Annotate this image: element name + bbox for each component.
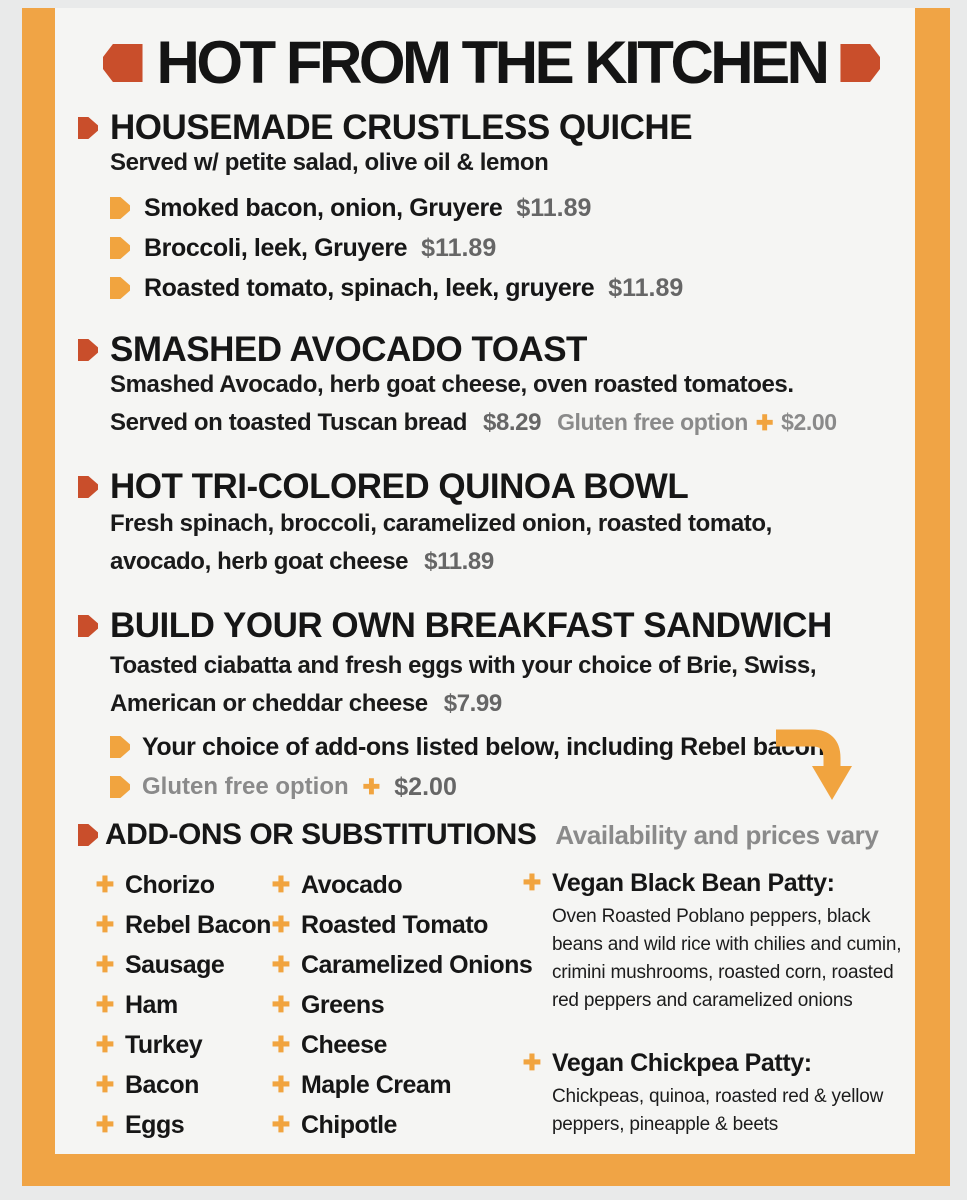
addon-item [95,1065,271,1105]
addon-label: Ham [125,990,178,1019]
arrow-bullet-icon [78,824,98,846]
plus-icon: ✚ [271,1112,291,1137]
addon-label: Roasted Tomato [300,910,488,939]
title-right-arrow-icon [840,44,880,82]
addons-column-1 [95,865,271,1145]
patty-heading-row [522,865,906,901]
addon-item [271,945,533,985]
menu-item-price: $11.89 [421,233,497,262]
menu-frame [22,8,950,1186]
menu-item [110,188,905,228]
section-quiche-subtitle: Served w/ petite salad, olive oil & lemon [110,149,549,176]
section-sandwich-heading: BUILD YOUR OWN BREAKFAST SANDWICH [110,606,832,645]
addon-label: Sausage [125,950,225,979]
plus-icon: ✚ [271,912,291,937]
sandwich-desc-text: American or cheddar cheese [110,690,428,717]
avocado-toast-price: $8.29 [483,409,542,436]
arrow-bullet-icon [78,339,98,361]
addon-label: Bacon [125,1070,199,1099]
avocado-toast-desc-text: Served on toasted Tuscan bread [110,409,467,436]
page-title-row [78,29,905,96]
plus-icon: ✚ [95,912,115,937]
vegan-chickpea-patty [522,1045,906,1139]
addons-grid [95,865,905,1145]
addon-label: Turkey [125,1030,203,1059]
plus-icon: ✚ [95,1032,115,1057]
section-quiche-heading: HOUSEMADE CRUSTLESS QUICHE [110,108,693,147]
arrow-bullet-icon [110,197,130,219]
page-title: HOT FROM THE KITCHEN [156,29,827,96]
sandwich-price: $7.99 [443,690,502,717]
addon-item [95,905,271,945]
menu-item-text: Roasted tomato, spinach, leek, gruyere [144,273,595,302]
arrow-bullet-icon [110,776,130,798]
quinoa-price: $11.89 [424,548,494,575]
plus-icon: ✚ [95,1072,115,1097]
arrow-bullet-icon [110,237,130,259]
addon-label: Greens [300,990,385,1019]
plus-icon: ✚ [271,1072,291,1097]
menu-inner-panel [55,8,915,1154]
sandwich-desc-line1: Toasted ciabatta and fresh eggs with your choice of Brie, Swiss, [110,652,817,679]
quinoa-desc-line1: Fresh spinach, broccoli, caramelized onion, roasted tomato, [110,510,772,537]
section-avocado-toast-heading-row [78,332,905,368]
section-addons-heading-row [78,819,905,851]
addon-item [271,985,522,1025]
avocado-toast-desc-line1: Smashed Avocado, herb goat cheese, oven roasted tomatoes. [110,371,794,398]
addon-item [271,1025,522,1065]
plus-icon: ✚ [755,412,774,435]
section-quinoa-heading-row [78,469,905,505]
addon-item [95,985,271,1025]
quiche-items [78,188,905,308]
section-sandwich-heading-row [78,608,905,644]
plus-icon: ✚ [95,872,115,897]
sandwich-desc-line2 [110,689,905,719]
addon-label: Caramelized Onions [300,950,533,979]
gluten-free-note: Gluten free option ✚ $2.00 [557,409,837,435]
patty-name: Vegan Chickpea Patty: [551,1048,812,1077]
arrow-bullet-icon [110,277,130,299]
quinoa-desc-text: avocado, herb goat cheese [110,548,409,575]
addons-availability-note: Availability and prices vary [555,819,879,850]
addon-label: Chorizo [125,870,215,899]
patty-description: Chickpeas, quinoa, roasted red & yellow peppers, pineapple & beets [551,1086,884,1135]
addon-label: Avocado [300,870,403,899]
avocado-toast-desc-line2 [110,407,905,439]
plus-icon: ✚ [362,775,381,799]
addons-column-2 [271,865,533,1145]
arrow-bullet-icon [78,615,98,637]
title-left-arrow-icon [103,44,143,82]
section-quinoa-heading: HOT TRI-COLORED QUINOA BOWL [110,467,689,506]
patty-description: Oven Roasted Poblano peppers, black beans and wild rice with chilies and cumin, crimini mushrooms, roasted corn, roasted red peppers and caramelized onions [551,906,902,1011]
patty-name: Vegan Black Bean Patty: [551,868,835,897]
addon-item [271,865,522,905]
quinoa-desc-line2 [110,547,905,577]
plus-icon: ✚ [271,952,291,977]
addon-item [271,905,522,945]
section-avocado-toast-heading: SMASHED AVOCADO TOAST [110,330,587,369]
plus-icon: ✚ [271,872,291,897]
addon-label: Rebel Bacon [125,910,271,939]
patty-heading-row [522,1045,906,1081]
plus-icon: ✚ [95,1112,115,1137]
plus-icon: ✚ [271,992,291,1017]
addon-item [95,865,271,905]
menu-item-price: $11.89 [608,273,684,302]
section-quiche-heading-row [78,110,905,146]
addon-item [271,1065,522,1105]
addon-item [95,945,271,985]
addon-label: Eggs [125,1110,185,1139]
addon-item [271,1105,522,1145]
plus-icon: ✚ [95,992,115,1017]
addon-item [95,1025,271,1065]
arrow-bullet-icon [78,117,98,139]
arrow-bullet-icon [110,736,130,758]
menu-item [110,268,905,308]
menu-item [110,228,905,268]
arrow-bullet-icon [78,476,98,498]
gluten-free-note: Gluten free option [142,773,349,800]
addon-label: Maple Cream [300,1070,452,1099]
addon-item [95,1105,271,1145]
gluten-free-price: $2.00 [394,772,457,801]
plus-icon: ✚ [95,952,115,977]
vegan-black-bean-patty [522,865,906,1015]
menu-item-text: Smoked bacon, onion, Gruyere [144,193,503,222]
menu-item-price: $11.89 [516,193,592,222]
section-addons-heading: ADD-ONS OR SUBSTITUTIONS [105,818,537,851]
curved-down-arrow-icon [772,722,854,802]
plus-icon: ✚ [522,870,542,895]
addon-label: Chipotle [300,1110,397,1139]
sandwich-addons-note: Your choice of add-ons listed below, including Rebel bacon [142,732,825,761]
menu-item-text: Broccoli, leek, Gruyere [144,233,408,262]
plus-icon: ✚ [271,1032,291,1057]
plus-icon: ✚ [522,1050,542,1075]
addons-column-3 [522,865,915,1145]
addon-label: Cheese [300,1030,387,1059]
